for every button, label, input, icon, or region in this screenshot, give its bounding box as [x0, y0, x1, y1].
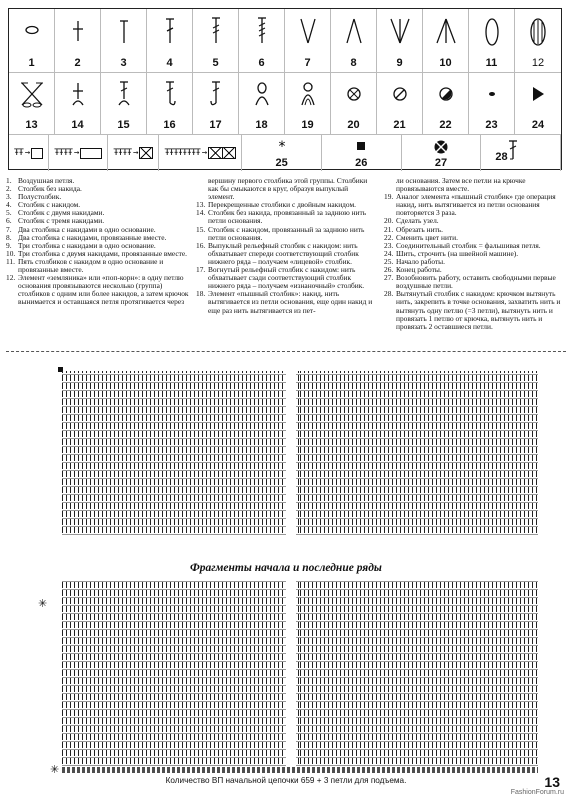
legend-cell-start [242, 135, 322, 171]
legend-cell-knot [331, 73, 377, 135]
legend-number: 7 [304, 57, 311, 69]
legend-cell-tr [193, 9, 239, 73]
legend-cell-sc-back [55, 73, 101, 135]
stitch-group-glyph: ŦŦŦŦ [113, 148, 132, 158]
crossed-double-box-icon [208, 147, 236, 159]
popcorn-icon [528, 15, 548, 49]
cluster-icon [435, 15, 457, 45]
list-item: 19. Аналог элемента «пышный столбик» где операция накид, нить вытягивается из петли основания повторяется 3 раза. [384, 192, 556, 218]
list-item: 12. Элемент «земляника» или «поп-корн»: в одну петлю основания провязываются несколько (группа) столбиков с одним или более накидов, а затем крючок вынимается и оставшаяся петля протягивается через [6, 273, 189, 307]
single-crochet-icon [70, 15, 86, 45]
list-item: 20. Сделать узел. [384, 216, 439, 226]
list-item: 2. Столбик без накида. [6, 184, 82, 194]
legend-cell-dec [331, 9, 377, 73]
double-box-icon [80, 148, 102, 159]
legend-number: 1 [28, 57, 35, 69]
start-asterisk-icon: ✳ [50, 764, 60, 776]
list-item: 28. Вытянутый столбик с накидом: крючком вытянуть нить, закрепить в точке основания, захватить нить и вытянуть одну петлю (=3 петли), вытянуть нить и провязать 1 петлю от крючка, вытянуть нить и провязать 2 оставшиеся петли. [384, 289, 561, 331]
crossed-stitch-icon [19, 79, 45, 109]
legend-cell-cut [377, 73, 423, 135]
list-item: 24. Шить, строчить (на швейной машине). [384, 248, 519, 258]
sequence-one-box [9, 135, 49, 171]
legend-number: 20 [347, 119, 360, 131]
back-post-icon [208, 79, 224, 109]
start-asterisk-icon [275, 139, 289, 153]
list-item: 3. Полустолбик. [6, 192, 62, 202]
fan-icon [389, 15, 411, 45]
legend-number: 17 [209, 119, 222, 131]
crochet-chart-top-right [300, 371, 538, 535]
list-item: 10. Три столбика с двумя накидами, провязанные вместе. [6, 248, 188, 258]
legend-cell-bpdc [193, 73, 239, 135]
legend-cell-hdc [101, 9, 147, 73]
crochet-chart-bottom-right [300, 580, 538, 766]
treble-crochet-icon [208, 15, 224, 45]
cut-yarn-icon [391, 79, 409, 109]
section-divider [6, 351, 566, 352]
legend-number: 22 [439, 119, 452, 131]
page-number: 13 [544, 774, 560, 790]
chain-stitch-icon [24, 15, 40, 45]
box-icon [31, 148, 43, 159]
arrow-right-icon: → [24, 148, 30, 158]
legend-number: 12 [531, 57, 545, 69]
knot-icon [345, 79, 363, 109]
list-item: 18. Элемент «пышный столбик»: накид, нить вытягивается из петли основания, еще один накид и еще раз нить вытягивается из пет- [196, 289, 373, 315]
legend-text-column-1 [6, 177, 192, 307]
half-double-icon [116, 15, 132, 45]
legend-cell-puff-el [239, 73, 285, 135]
list-item: 1. Воздушная петля. [6, 176, 75, 185]
list-item: 25. Начало работы. [384, 256, 445, 266]
legend-number: 5 [212, 57, 219, 69]
list-item: 22. Сменить цвет нити. [384, 232, 458, 242]
legend-number: 26 [355, 157, 368, 169]
legend-number: 4 [166, 57, 173, 69]
legend-number: 15 [117, 119, 130, 131]
legend-cell-slip [469, 73, 515, 135]
list-item: 23. Соединительный столбик = фальшивая петля. [384, 240, 541, 250]
legend-text-column-3 [384, 177, 564, 331]
list-item: 15. Столбик с накидом, провязанный за заднюю нить петли основания. [196, 224, 365, 242]
legend-row-sequences [9, 135, 561, 171]
list-item: 21. Обрезать нить. [384, 224, 443, 234]
puff-element-icon [253, 79, 271, 109]
front-post-icon [162, 79, 178, 109]
legend-cell-sew [515, 73, 561, 135]
crochet-chart-top-left [62, 371, 300, 535]
stitch-group-glyph: ŦŦŦŦŦŦŦŦ [164, 148, 200, 158]
legend-cell-chain [9, 9, 55, 73]
decrease-icon [344, 15, 364, 45]
list-item: 17. Вогнутый рельефный столбик с накидом: нить обхватывает сзади соответствующий столбик нижнего ряда – получаем «изнаночный» столбик. [196, 265, 365, 291]
stitch-pair-glyph: ŦŦ [14, 148, 23, 158]
arrow-right-icon: → [201, 148, 207, 158]
legend-number: 6 [258, 57, 265, 69]
triple-puff-icon [299, 79, 317, 109]
change-color-icon [437, 79, 455, 109]
legend-cell-dc-back [101, 73, 147, 135]
list-item: ли основания. Затем все петли на крючке провязываются вместе. [396, 176, 526, 194]
legend-number: 27 [434, 157, 448, 169]
start-asterisk-icon: ✳ [38, 598, 48, 610]
end-square-icon [354, 139, 368, 153]
back-loop-sc-icon [70, 79, 86, 109]
watermark: FashionForum.ru [510, 789, 564, 796]
legend-cell-dtr [239, 9, 285, 73]
stitch-group-glyph: ŦŦŦŦ [54, 148, 72, 158]
sequence-x-double-box [159, 135, 242, 171]
double-crochet-icon [162, 15, 178, 45]
list-item: 7. Два столбика с накидами в одно основание. [6, 224, 156, 234]
legend-text-column-2 [196, 177, 376, 315]
crossed-box-icon [139, 147, 153, 159]
legend-number: 21 [393, 119, 406, 131]
puff-icon [482, 15, 502, 49]
legend-number: 23 [485, 119, 498, 131]
legend-number: 19 [301, 119, 314, 131]
slip-stitch-icon [483, 79, 501, 109]
sew-arrow-icon [529, 79, 547, 109]
sequence-two-box [49, 135, 108, 171]
legend-number: 10 [439, 57, 452, 69]
crochet-chart-bottom-left [62, 580, 300, 766]
legend-cell-v [285, 9, 331, 73]
legend-cell-color [423, 73, 469, 135]
legend-number: 9 [396, 57, 403, 69]
legend-number: 28 [495, 151, 508, 163]
back-loop-dc-icon [116, 79, 132, 109]
legend-cell-end [322, 135, 402, 171]
legend-cell-puff3 [285, 73, 331, 135]
list-item: 11. Пять столбиков с накидом в одно основание и провязанные вместе. [6, 256, 164, 275]
list-item: 4. Столбик с накидом. [6, 200, 81, 210]
v-stitch-icon [298, 15, 318, 45]
legend-cell-fpdc [147, 73, 193, 135]
legend-cell-fan [377, 9, 423, 73]
list-item: 5. Столбик с двумя накидами. [6, 208, 105, 218]
arrow-right-icon: → [133, 148, 138, 158]
legend-number: 25 [275, 157, 288, 169]
list-item: 16. Выпуклый рельефный столбик с накидом: нить обхватывает спереди соответствующий столбик нижнего ряда – получаем «лицевой» столбик. [196, 240, 359, 266]
list-item: вершину первого столбика этой группы. Столбики как бы смыкаются в круг, образуя выпуклый элемент. [208, 176, 368, 202]
legend-number: 14 [71, 119, 84, 131]
legend-cell-dc [147, 9, 193, 73]
list-item: 8. Два столбика с накидами, провязанные вместе. [6, 232, 167, 242]
legend-cell-sc [55, 9, 101, 73]
legend-cell-long [481, 135, 560, 171]
list-item: 6. Столбик с тремя накидами. [6, 216, 105, 226]
legend-number: 11 [485, 57, 498, 69]
legend-number: 2 [74, 57, 81, 69]
resume-icon [433, 139, 449, 155]
legend-cell-popcorn [515, 9, 561, 73]
legend-cell-cluster3 [423, 9, 469, 73]
legend-number: 24 [531, 119, 545, 131]
list-item: 9. Три столбика с накидами в одно основание. [6, 240, 156, 250]
legend-number: 8 [350, 57, 357, 69]
fragments-caption: Фрагменты начала и последние ряды [186, 562, 386, 574]
svg-text:*: * [278, 139, 286, 153]
legend-number: 13 [25, 119, 38, 131]
list-item: 26. Конец работы. [384, 265, 442, 275]
legend-number: 18 [255, 119, 268, 131]
list-item: 13. Перекрещенные столбики с двойным накидом. [196, 200, 356, 210]
legend-number: 16 [163, 119, 176, 131]
chain-count-caption: Количество ВП начальной цепочки 659 + 3 петли для подъема. [165, 776, 407, 785]
list-item: 14. Столбик без накида, провязанный за заднюю нить петли основания. [196, 208, 367, 226]
legend-cell-crossed [9, 73, 55, 135]
foundation-chain-row [62, 767, 538, 773]
arrow-right-icon: → [73, 148, 79, 158]
double-treble-icon [254, 15, 270, 45]
legend-cell-puff [469, 9, 515, 73]
list-item: 27. Возобновить работу, оставить свободными первые воздушные петли. [384, 273, 556, 291]
legend-cell-resume [402, 135, 482, 171]
sequence-x-box [108, 135, 159, 171]
symbol-legend [8, 8, 562, 170]
legend-number: 3 [120, 57, 127, 69]
